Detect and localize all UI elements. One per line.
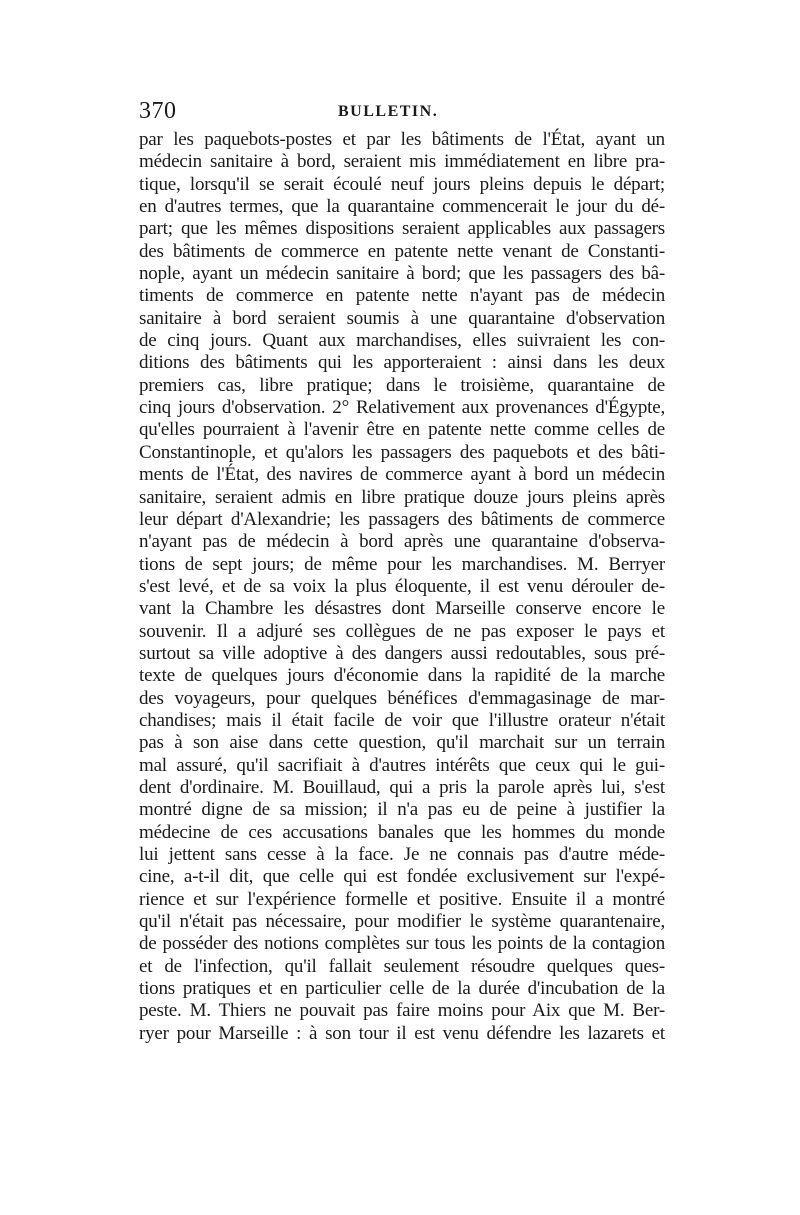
text-line: médecin sanitaire à bord, seraient mis immédiatement en libre pra-: [139, 151, 665, 173]
text-line: texte de quelques jours d'économie dans la rapidité de la marche: [139, 665, 665, 687]
text-line: lui jettent sans cesse à la face. Je ne connais pas d'autre méde-: [139, 844, 665, 865]
text-line: timents de commerce en patente nette n'ayant pas de médecin: [139, 285, 665, 307]
text-line: ments de l'État, des navires de commerce ayant à bord un médecin: [139, 464, 665, 486]
text-line: tions pratiques et en particulier celle de la durée d'incubation de la: [139, 978, 665, 1000]
text-line: Constantinople, et qu'alors les passagers des paquebots et des bâti-: [139, 441, 665, 463]
text-line: ditions des bâtiments qui les apporteraient : ainsi dans les deux: [139, 352, 665, 374]
text-line: s'est levé, et de sa voix la plus éloquente, il est venu dérouler de-: [139, 575, 665, 597]
text-line: qu'elles pourraient à l'avenir être en patente nette comme celles de: [139, 419, 665, 441]
page-number: 370: [139, 98, 177, 124]
text-line: et de l'infection, qu'il fallait seulement résoudre quelques ques-: [139, 955, 665, 977]
text-line: pas à son aise dans cette question, qu'il marchait sur un terrain: [139, 732, 665, 754]
text-line: sanitaire, seraient admis en libre pratique douze jours pleins après: [139, 486, 665, 508]
text-line: tions de sept jours; de même pour les marchandises. M. Berryer: [139, 553, 665, 575]
text-line: peste. M. Thiers ne pouvait pas faire moins pour Aix que M. Ber-: [139, 1000, 665, 1022]
text-line: tique, lorsqu'il se serait écoulé neuf jours pleins depuis le départ;: [139, 173, 665, 195]
text-line: premiers cas, libre pratique; dans le troisième, quarantaine de: [139, 374, 665, 396]
text-line: dent d'ordinaire. M. Bouillaud, qui a pris la parole après lui, s'est: [139, 776, 665, 798]
text-line: chandises; mais il était facile de voir que l'illustre orateur n'était: [139, 709, 665, 731]
text-line: souvenir. Il a adjuré ses collègues de ne pas exposer le pays et: [139, 620, 665, 642]
text-line: de posséder des notions complètes sur tous les points de la contagion: [139, 933, 665, 955]
running-head-title: BULLETIN.: [338, 103, 439, 120]
text-line: cine, a-t-il dit, que celle qui est fondée exclusivement sur l'expé-: [139, 866, 665, 888]
text-line: des bâtiments de commerce en patente nette venant de Constanti-: [139, 240, 665, 262]
body-text: [139, 129, 665, 1045]
text-line: rience et sur l'expérience formelle et positive. Ensuite il a montré: [139, 888, 665, 910]
text-line: vant la Chambre les désastres dont Marseille conserve encore le: [139, 598, 665, 620]
text-line: leur départ d'Alexandrie; les passagers des bâtiments de commerce: [139, 508, 665, 530]
text-line: de cinq jours. Quant aux marchandises, elles suivraient les con-: [139, 330, 665, 352]
text-line: en d'autres termes, que la quarantaine commencerait le jour du dé-: [139, 196, 665, 218]
text-line: part; que les mêmes dispositions seraient applicables aux passagers: [139, 218, 665, 240]
text-line: surtout sa ville adoptive à des dangers aussi redoutables, sous pré-: [139, 642, 665, 664]
text-line: médecine de ces accusations banales que les hommes du monde: [139, 821, 665, 843]
text-line: nople, ayant un médecin sanitaire à bord; que les passagers des bâ-: [139, 263, 665, 285]
text-line: des voyageurs, pour quelques bénéfices d'emmagasinage de mar-: [139, 687, 665, 709]
text-line: sanitaire à bord seraient soumis à une quarantaine d'observation: [139, 307, 665, 329]
text-line: montré digne de sa mission; il n'a pas eu de peine à justifier la: [139, 799, 665, 821]
text-line: mal assuré, qu'il sacrifiait à d'autres intérêts que ceux qui le gui-: [139, 754, 665, 776]
text-line: qu'il n'était pas nécessaire, pour modifier le système quarantenaire,: [139, 911, 665, 933]
text-line: n'ayant pas de médecin à bord après une quarantaine d'observa-: [139, 531, 665, 553]
running-head: [139, 96, 665, 126]
text-line: cinq jours d'observation. 2° Relativement aux provenances d'Égypte,: [139, 397, 665, 419]
text-line: ryer pour Marseille : à son tour il est venu défendre les lazarets et: [139, 1022, 665, 1044]
text-line: par les paquebots-postes et par les bâtiments de l'État, ayant un: [139, 129, 665, 150]
